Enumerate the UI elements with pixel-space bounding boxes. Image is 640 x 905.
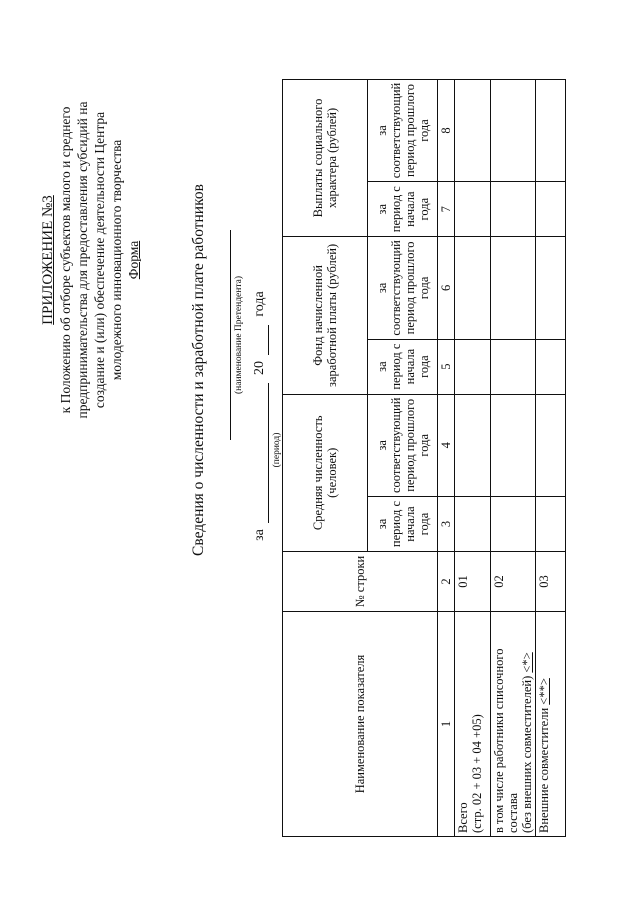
social-from-start-header: за период с начала года	[368, 182, 438, 237]
row-code: 02	[491, 552, 536, 612]
form-label: Форма	[126, 240, 141, 280]
headcount-prev-year-header: за соответствующий период прошлого года	[368, 394, 438, 496]
appendix-line-4: молодежного инновационного творчества	[109, 139, 124, 381]
cell	[536, 394, 566, 496]
footnote-ref[interactable]: <*>	[520, 652, 534, 673]
payroll-from-start-header: за период с начала года	[368, 339, 438, 394]
cell	[491, 182, 536, 237]
cell	[455, 339, 491, 394]
row-code: 01	[455, 552, 491, 612]
row-total-label	[455, 612, 491, 837]
period-line	[268, 383, 269, 523]
headcount-from-start-header: за период с начала года	[368, 497, 438, 552]
row-external-label	[536, 612, 566, 837]
appendix-title: ПРИЛОЖЕНИЕ №3	[40, 195, 56, 325]
row-code: 03	[536, 552, 566, 612]
indicator-header: Наименование показателя	[283, 612, 438, 837]
table-row	[536, 79, 566, 836]
cell	[536, 237, 566, 339]
year-line	[268, 325, 269, 355]
column-number-4: 4	[438, 394, 455, 496]
cell	[455, 182, 491, 237]
period-caption: (период)	[272, 432, 282, 468]
cell	[455, 79, 491, 181]
table-row	[455, 79, 491, 836]
cell	[491, 394, 536, 496]
payroll-prev-year-header: за соответствующий период прошлого года	[368, 237, 438, 339]
cell	[491, 497, 536, 552]
column-number-3: 3	[438, 497, 455, 552]
row-number-header: № строки	[283, 552, 438, 612]
footnote-ref[interactable]: <**>	[537, 678, 551, 705]
cell	[491, 237, 536, 339]
cell	[536, 339, 566, 394]
appendix-line-1: к Положению об отборе субъектов малого и среднего	[58, 106, 73, 414]
column-number-8: 8	[438, 79, 455, 181]
column-number-7: 7	[438, 182, 455, 237]
period-prefix: за	[252, 529, 267, 541]
row-staff-label	[491, 612, 536, 837]
year-prefix: 20	[252, 361, 267, 375]
applicant-caption: (наименование Претендента)	[234, 276, 244, 395]
year-suffix: года	[252, 291, 267, 317]
column-number-2: 2	[438, 552, 455, 612]
row-label-note: (без внешних совместителей)	[520, 672, 534, 833]
row-label: Всего	[456, 802, 470, 833]
table-row	[491, 79, 536, 836]
social-prev-year-header: за соответствующий период прошлого года	[368, 79, 438, 181]
staff-table	[282, 79, 566, 837]
cell	[455, 394, 491, 496]
column-number-1: 1	[438, 612, 455, 837]
cell	[536, 182, 566, 237]
appendix-line-2: предпринимательства для предоставления субсидий на	[75, 101, 90, 419]
document-title: Сведения о численности и заработной плате работников	[190, 184, 207, 556]
cell	[491, 339, 536, 394]
cell	[455, 237, 491, 339]
avg-headcount-header: Средняя численность (человек)	[283, 394, 368, 551]
cell	[536, 79, 566, 181]
row-label: в том числе работники списочного состава	[492, 648, 520, 833]
applicant-name-line	[230, 230, 231, 440]
cell	[455, 497, 491, 552]
appendix-header	[40, 40, 142, 480]
appendix-line-3: создание и (или) обеспечение деятельности Центра	[92, 111, 107, 409]
social-payments-header: Выплаты социального характера (рублей)	[283, 79, 368, 236]
payroll-fund-header: Фонд начисленной заработной платы (рублей)	[283, 237, 368, 394]
row-label: Внешние совместители	[537, 704, 551, 833]
row-label-formula: (стр. 02 + 03 + 04 +05)	[470, 714, 484, 833]
column-number-6: 6	[438, 237, 455, 339]
column-number-5: 5	[438, 339, 455, 394]
cell	[491, 79, 536, 181]
cell	[536, 497, 566, 552]
